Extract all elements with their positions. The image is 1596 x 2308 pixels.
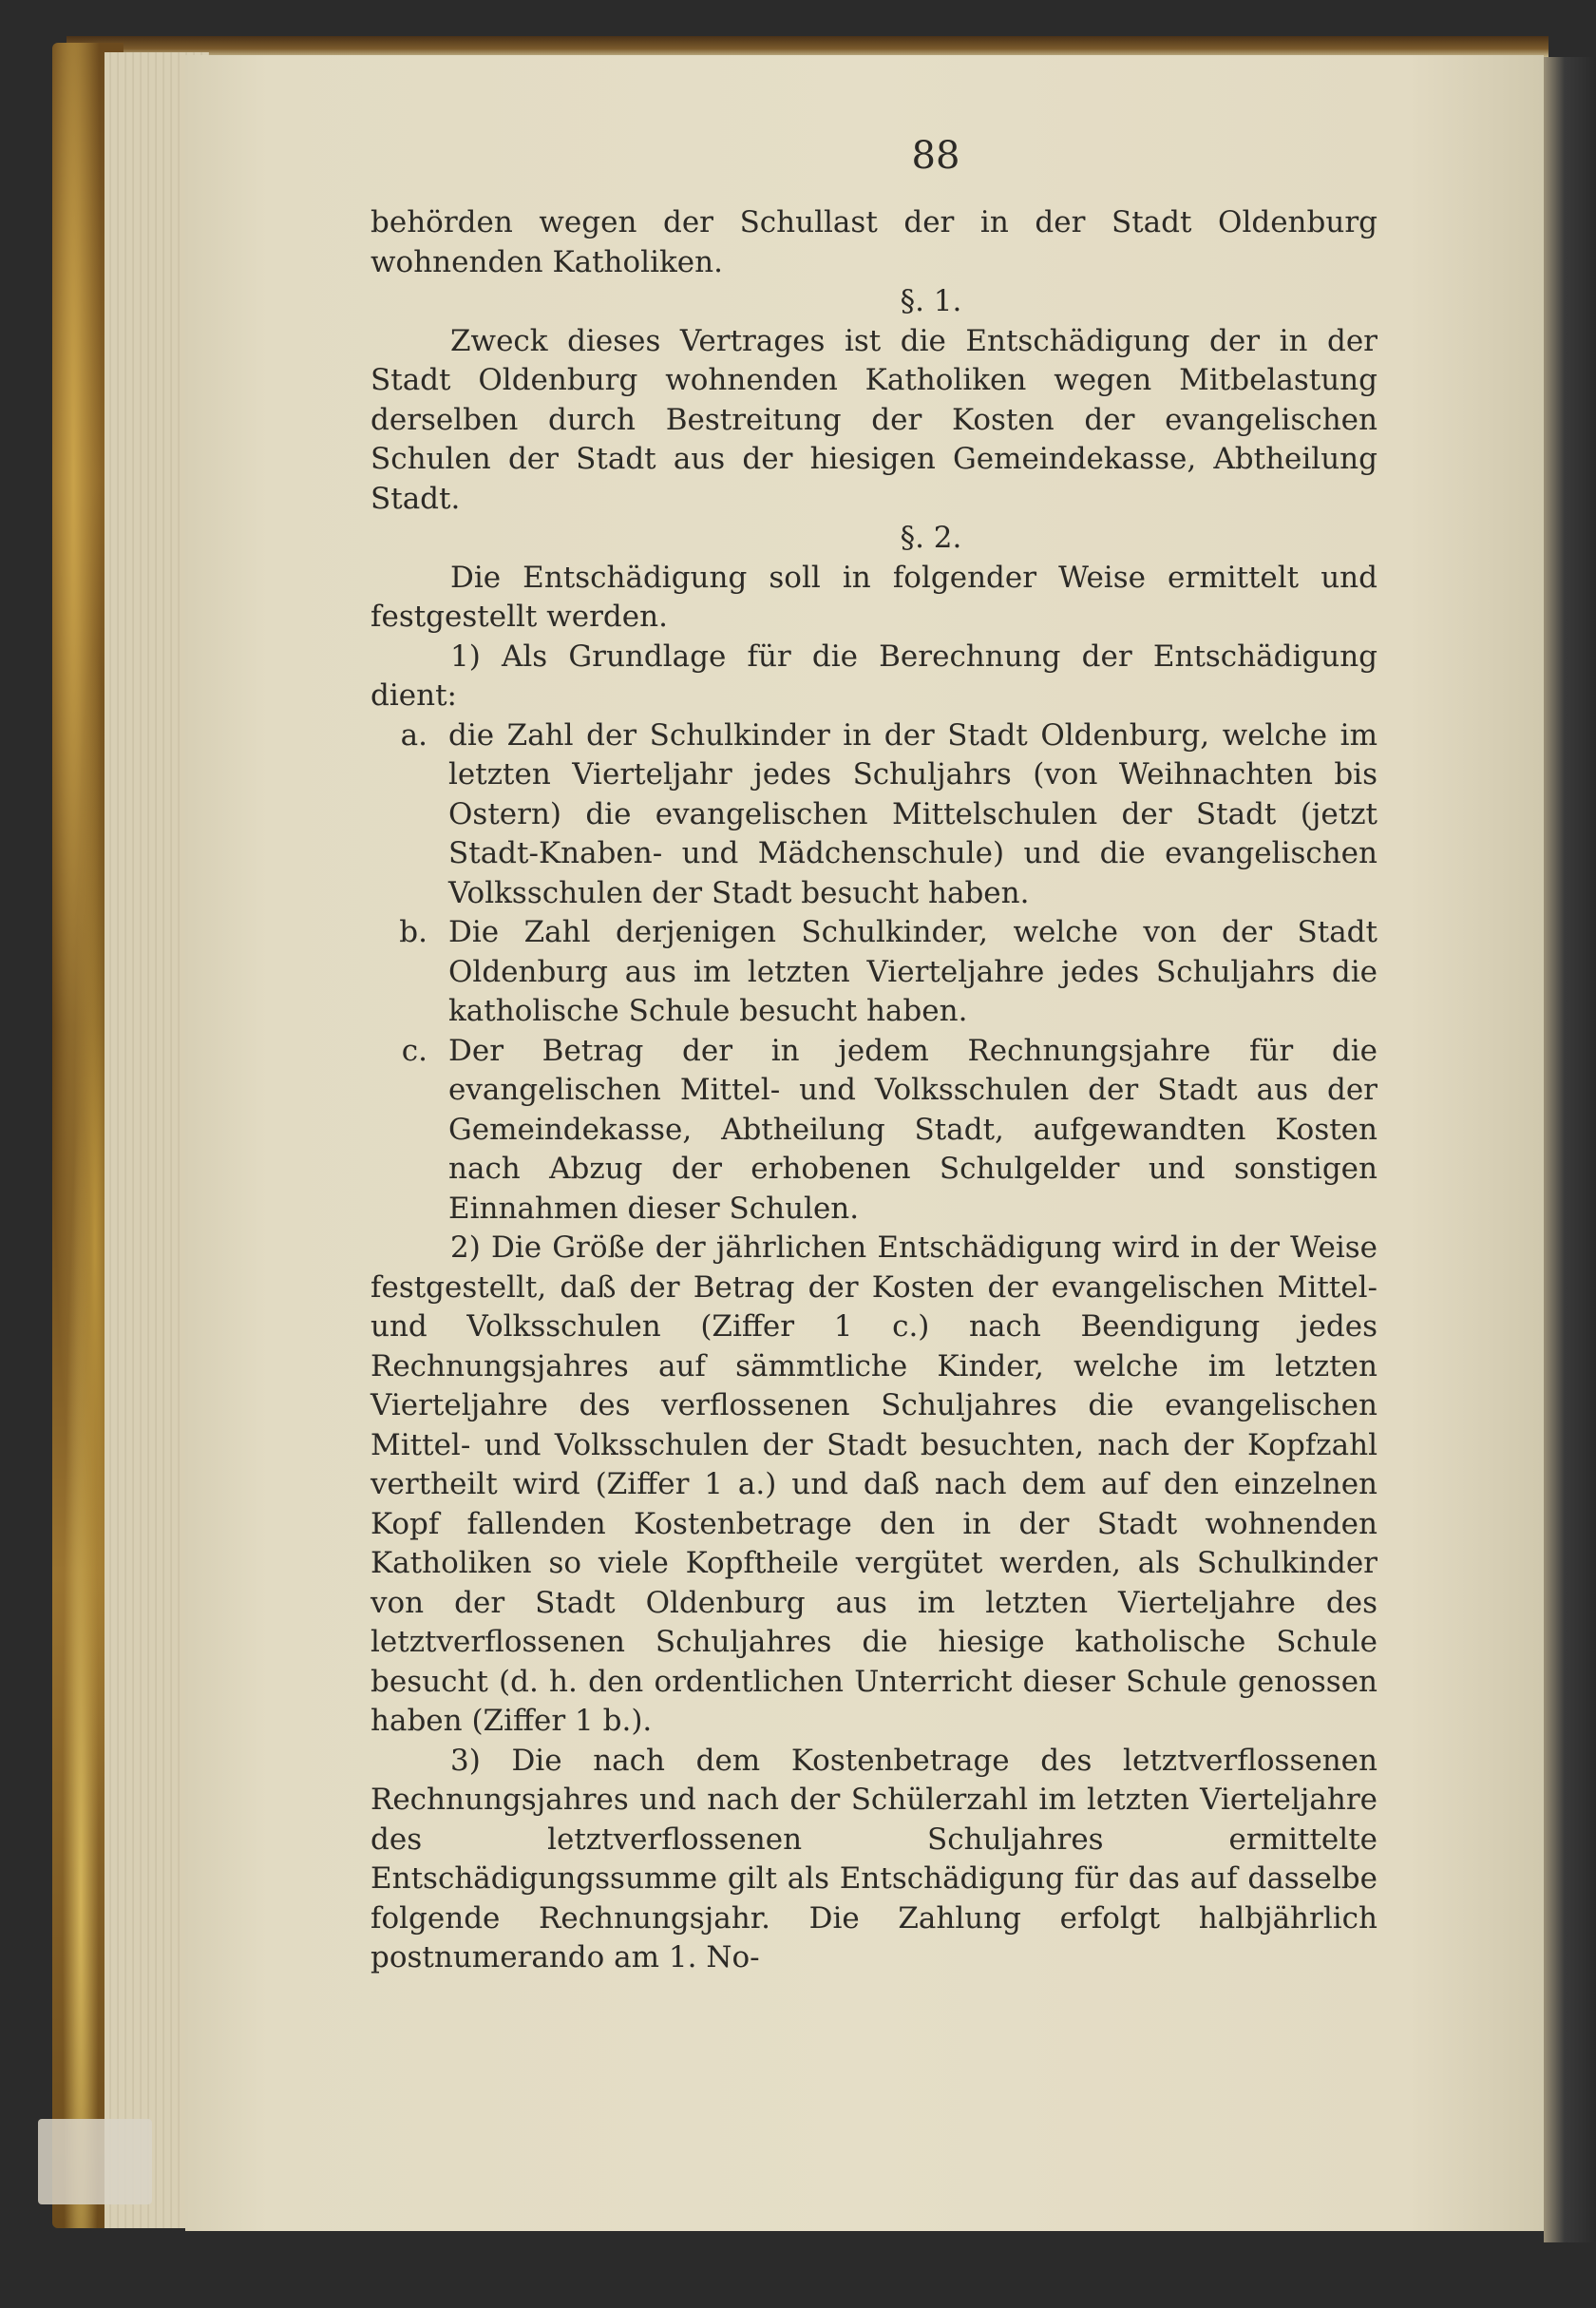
list-item-text: die Zahl der Schulkinder in der Stadt Oldenburg, welche im letzten Vierteljahr jedes Schuljahrs (von Weihnachten bis Ostern) die evangelischen Mittelschulen der Stadt (jetzt Stadt-Knaben- und Mädchenschule) und die evangelischen Volksschulen der Stadt besucht haben. [448,717,1378,910]
point-2-paragraph: 2) Die Größe der jährlichen Entschädigung wird in der Weise festgestellt, daß der Betrag der Kosten der evangelischen Mittel- und Volksschulen (Ziffer 1 c.) nach Beendigung jedes Rechnungsjahres auf sämmtliche Kinder, welche im letzten Vierteljahre des verflossenen Schuljahres die evangelischen Mittel- und Volksschulen der Stadt besuchten, nach der Kopfzahl vertheilt wird (Ziffer 1 a.) und daß nach dem auf den einzelnen Kopf fallenden Kostenbetrage den in der Stadt wohnenden Katholiken so viele Kopftheile vergütet werden, als Schulkinder von der Stadt Oldenburg aus im letzten Vierteljahre des letztverflossenen Schuljahres die hiesige katholische Schule besucht (d. h. den ordentlichen Unterricht dieser Schule genossen haben (Ziffer 1 b.). [370,1230,1378,1738]
page-number: 88 [911,134,960,178]
list-item-b [370,913,1378,1032]
section-2-paragraph: Die Entschädigung soll in folgender Weise ermittelt und festgestellt werden. [370,560,1378,634]
cover-corner-damage [38,2119,152,2204]
book-top-edge [66,36,1548,57]
list-item-text: Die Zahl derjenigen Schulkinder, welche von der Stadt Oldenburg aus im letzten Vierteljahre jedes Schuljahrs die katholische Schule besucht haben. [448,915,1378,1028]
section-1-paragraph: Zweck dieses Vertrages ist die Entschädigung der in der Stadt Oldenburg wohnenden Katholiken wegen Mitbelastung derselben durch Bestreitung der Kosten der evangelischen Schulen der Stadt aus der hiesigen Gemeindekasse, Abtheilung Stadt. [370,323,1378,516]
page-text [370,133,1378,1978]
section-2-point-1: 1) Als Grundlage für die Berechnung der Entschädigung dient: [370,639,1378,713]
list-item-label: a. [400,717,428,753]
list-item-a [370,716,1378,914]
intro-paragraph: behörden wegen der Schullast der in der Stadt Oldenburg wohnenden Katholiken. [370,205,1378,279]
section-heading-2: §. 2. [900,521,962,555]
list-item-label: b. [399,915,428,949]
list-item-c [370,1032,1378,1230]
list-item-label: c. [401,1033,428,1068]
point-3-paragraph: 3) Die nach dem Kostenbetrage des letztverflossenen Rechnungsjahres und nach der Schülerzahl im letzten Vierteljahre des letztverflossenen Schuljahres ermittelte Entschädigungssumme gilt als Entschädigung für das auf dasselbe folgende Rechnungsjahr. Die Zahlung erfolgt halbjährlich postnumerando am 1. No- [370,1743,1378,1974]
book-spine-shadow [1544,57,1596,2242]
list-item-text: Der Betrag der in jedem Rechnungsjahre für die evangelischen Mittel- und Volksschulen der Stadt aus der Gemeindekasse, Abtheilung Stadt, aufgewandten Kosten nach Abzug der erhobenen Schulgelder und sonstigen Einnahmen dieser Schulen. [448,1033,1378,1226]
section-heading-1: §. 1. [900,284,962,318]
